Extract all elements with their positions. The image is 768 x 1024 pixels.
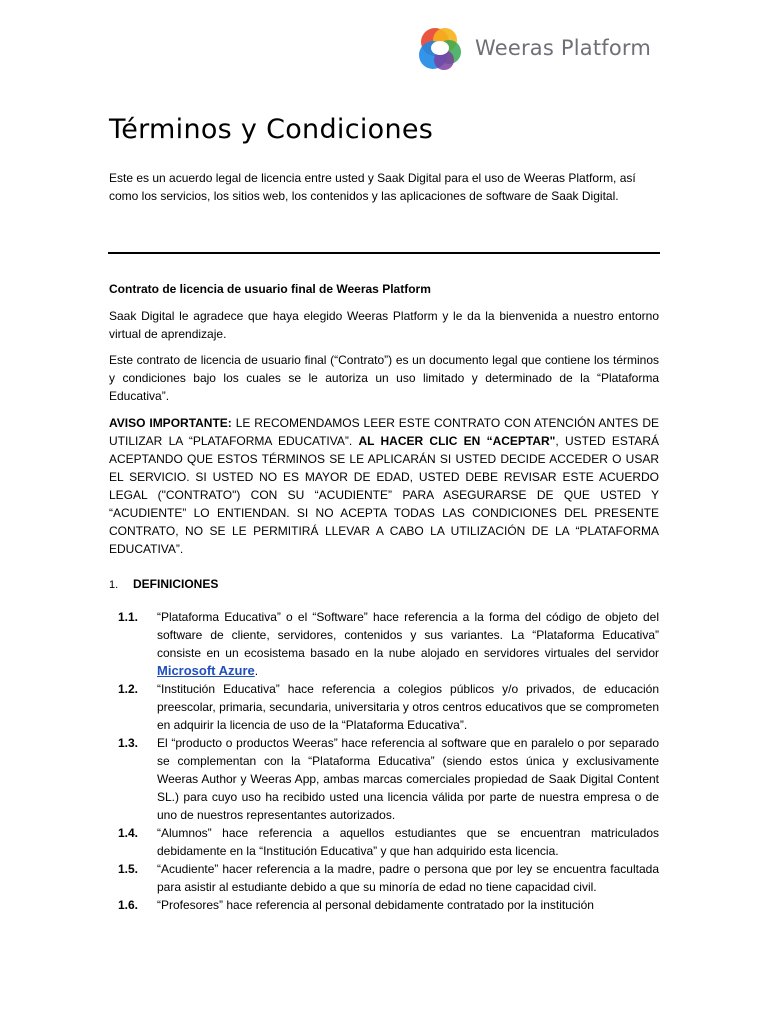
definition-text: “Acudiente” hacer referencia a la madre, padre o persona que por ley se encuentra facultada para asistir al estudiante debido a que su minoría de edad no tiene capacidad civil. (157, 862, 659, 894)
definition-item (118, 896, 659, 914)
definition-text: El “producto o productos Weeras” hace referencia al software que en paralelo o por separado se complementan con la “Plataforma Educativa” (siendo estos única y exclusivamente Weeras Author y Weeras App, ambas marcas comerciales propiedad de Saak Digital Content SL.) para cuyo uso ha recibido usted una licencia válida por parte de nuestra empresa o de uno de nuestros representantes autorizados. (157, 736, 659, 822)
definition-text: “Institución Educativa” hace referencia a colegios públicos y/o privados, de educación preescolar, primaria, secundaria, universitaria y otros centros educativos que se comprometen en adquirir la licencia de uso de la “Plataforma Educativa”. (157, 682, 659, 732)
definition-number: 1.5. (118, 862, 139, 876)
important-notice (109, 414, 659, 558)
notice-text-1: LE RECOMENDAMOS LEER ESTE CONTRATO CON ATENCIÓN ANTES DE UTILIZAR LA “PLATAFORMA EDUCATIVA”. (109, 416, 659, 448)
definition-number: 1.1. (118, 610, 139, 624)
definition-item (118, 680, 659, 734)
section-number: 1. (109, 579, 119, 591)
definition-item (118, 824, 659, 860)
definition-suffix: . (254, 664, 259, 678)
definition-item (118, 608, 659, 680)
weeras-logo-icon (415, 24, 463, 72)
definition-number: 1.6. (118, 898, 139, 912)
page-title: Términos y Condiciones (109, 114, 434, 145)
contract-paragraph: Este contrato de licencia de usuario final (“Contrato”) es un documento legal que contiene los términos y condiciones bajo los cuales se le autoriza un uso limitado y determinado de la “Plataforma Educativa”. (109, 353, 659, 403)
section-divider (108, 252, 660, 254)
section-title: DEFINICIONES (133, 577, 219, 591)
definition-item (118, 860, 659, 896)
brand-name: Weeras Platform (475, 36, 652, 60)
welcome-paragraph: Saak Digital le agradece que haya elegido Weeras Platform y le da la bienvenida a nuestro entorno virtual de aprendizaje. (109, 309, 659, 341)
notice-label: AVISO IMPORTANTE: (109, 416, 232, 430)
definition-item (118, 734, 659, 824)
microsoft-azure-link[interactable]: Microsoft Azure (157, 663, 255, 678)
definition-text: “Profesores” hace referencia al personal debidamente contratado por la institución (157, 898, 594, 912)
intro-paragraph: Este es un acuerdo legal de licencia entre usted y Saak Digital para el uso de Weeras Platform, así como los servicios, los sitios web, los contenidos y las aplicaciones de software de Saak Digital. (109, 171, 636, 203)
definitions-list (118, 608, 659, 914)
definition-number: 1.4. (118, 826, 139, 840)
definition-number: 1.3. (118, 736, 139, 750)
notice-text-2: , USTED ESTARÁ ACEPTANDO QUE ESTOS TÉRMINOS SE LE APLICARÁN SI USTED DECIDE ACCEDER O USAR EL SERVICIO. SI USTED NO ES MAYOR DE EDAD, USTED DEBE REVISAR ESTE ACUERDO LEGAL ("CONTRATO") CON SU “ACUDIENTE” PARA ASEGURARSE DE QUE USTED Y “ACUDIENTE” LO ENTIENDAN. SI NO ACEPTA TODAS LAS CONDICIONES DEL PRESENTE CONTRATO, NO SE LE PERMITIRÁ LLEVAR A CABO LA UTILIZACIÓN DE LA “PLATAFORMA EDUCATIVA”. (109, 434, 659, 556)
eula-heading: Contrato de licencia de usuario final de Weeras Platform (109, 282, 431, 296)
notice-emphasis: AL HACER CLIC EN “ACEPTAR" (358, 434, 556, 448)
definition-body: “Plataforma Educativa” o el “Software” hace referencia a la forma del código de objeto del software de cliente, servidores, contenidos y sus variantes. La “Plataforma Educativa” consiste en un ecosistema basado en la nube alojado en servidores virtuales del servidor (157, 610, 659, 660)
brand-logo (415, 24, 651, 72)
logo-center (431, 41, 449, 55)
section-1-heading (109, 575, 218, 594)
definition-number: 1.2. (118, 682, 139, 696)
definition-text: “Alumnos” hace referencia a aquellos estudiantes que se encuentran matriculados debidamente en la “Institución Educativa” y que han adquirido esta licencia. (157, 826, 659, 858)
definition-text (157, 608, 659, 680)
